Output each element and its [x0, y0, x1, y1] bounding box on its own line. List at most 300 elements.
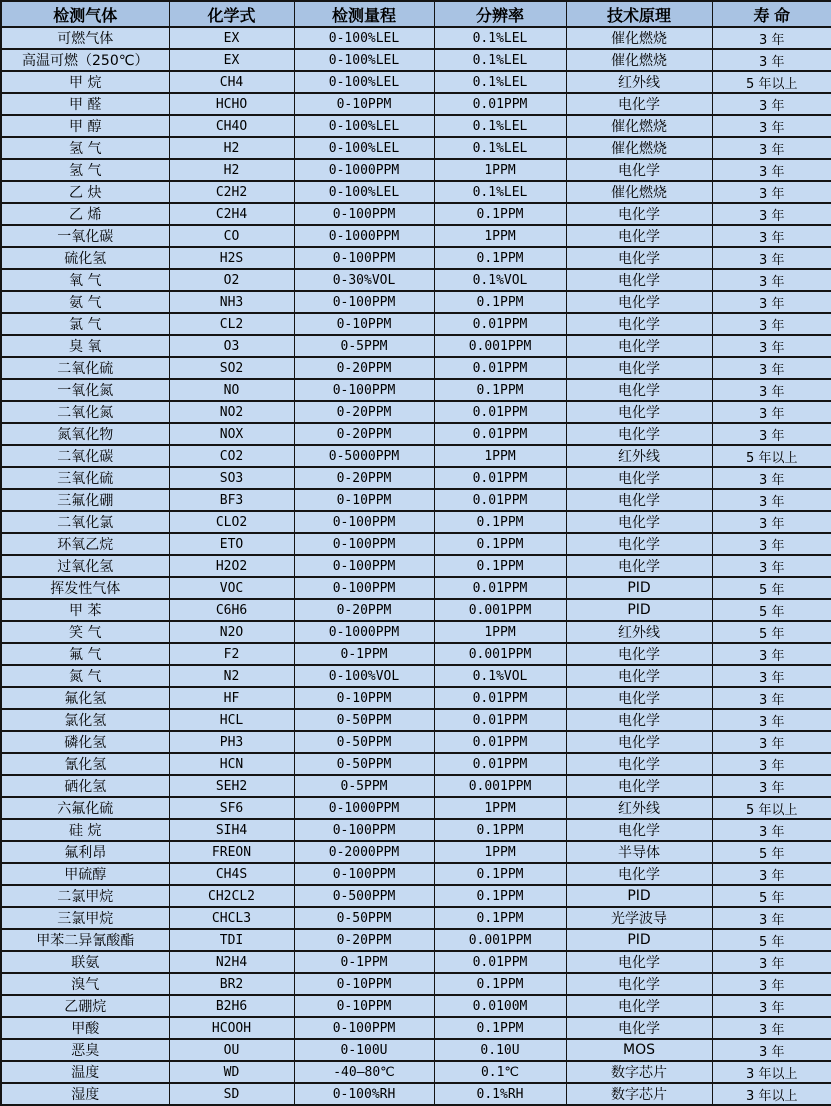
cell-range: 0-20PPM	[294, 423, 434, 445]
header-gas: 检测气体	[1, 1, 169, 27]
table-row	[1, 203, 831, 225]
cell-formula: N2	[169, 665, 294, 687]
cell-range: 0-100PPM	[294, 247, 434, 269]
cell-resolution: 0.001PPM	[434, 335, 566, 357]
cell-resolution: 0.001PPM	[434, 599, 566, 621]
cell-gas: 臭 氧	[1, 335, 169, 357]
cell-range: 0-2000PPM	[294, 841, 434, 863]
cell-principle: 电化学	[566, 225, 712, 247]
table-row	[1, 1017, 831, 1039]
cell-resolution: 0.1PPM	[434, 819, 566, 841]
cell-gas: 氰化氢	[1, 753, 169, 775]
cell-gas: 笑 气	[1, 621, 169, 643]
table-row	[1, 467, 831, 489]
cell-principle: MOS	[566, 1039, 712, 1061]
cell-gas: 二氧化碳	[1, 445, 169, 467]
cell-resolution: 0.1%VOL	[434, 269, 566, 291]
cell-principle: 数字芯片	[566, 1061, 712, 1083]
cell-range: 0-50PPM	[294, 753, 434, 775]
cell-principle: 电化学	[566, 555, 712, 577]
table-row	[1, 643, 831, 665]
cell-gas: 过氧化氢	[1, 555, 169, 577]
cell-resolution: 0.1%LEL	[434, 181, 566, 203]
cell-gas: 六氟化硫	[1, 797, 169, 819]
cell-gas: 三氧化硫	[1, 467, 169, 489]
table-row	[1, 27, 831, 49]
table-row	[1, 313, 831, 335]
table-row	[1, 819, 831, 841]
table-row	[1, 49, 831, 71]
cell-lifespan: 3 年	[712, 973, 831, 995]
cell-gas: 氟 气	[1, 643, 169, 665]
cell-principle: 电化学	[566, 423, 712, 445]
table-row	[1, 93, 831, 115]
cell-principle: 电化学	[566, 335, 712, 357]
cell-lifespan: 3 年	[712, 291, 831, 313]
cell-lifespan: 3 年	[712, 27, 831, 49]
cell-range: 0-10PPM	[294, 489, 434, 511]
cell-resolution: 1PPM	[434, 797, 566, 819]
cell-principle: 光学波导	[566, 907, 712, 929]
cell-gas: 乙 烯	[1, 203, 169, 225]
cell-gas: 二氯甲烷	[1, 885, 169, 907]
cell-resolution: 0.1℃	[434, 1061, 566, 1083]
cell-lifespan: 3 年	[712, 93, 831, 115]
cell-gas: 一氧化氮	[1, 379, 169, 401]
cell-formula: BF3	[169, 489, 294, 511]
cell-formula: NO2	[169, 401, 294, 423]
cell-formula: H2S	[169, 247, 294, 269]
cell-lifespan: 3 年以上	[712, 1083, 831, 1105]
cell-resolution: 1PPM	[434, 225, 566, 247]
cell-range: 0-100PPM	[294, 555, 434, 577]
cell-lifespan: 3 年	[712, 423, 831, 445]
cell-resolution: 0.01PPM	[434, 753, 566, 775]
cell-resolution: 0.01PPM	[434, 951, 566, 973]
cell-formula: B2H6	[169, 995, 294, 1017]
cell-lifespan: 3 年	[712, 643, 831, 665]
cell-principle: 催化燃烧	[566, 27, 712, 49]
table-row	[1, 181, 831, 203]
cell-principle: 电化学	[566, 247, 712, 269]
cell-gas: 甲 烷	[1, 71, 169, 93]
cell-resolution: 0.1%VOL	[434, 665, 566, 687]
cell-principle: 催化燃烧	[566, 49, 712, 71]
cell-gas: 三氯甲烷	[1, 907, 169, 929]
cell-gas: 溴气	[1, 973, 169, 995]
cell-gas: 甲酸	[1, 1017, 169, 1039]
cell-principle: 电化学	[566, 159, 712, 181]
table-row	[1, 489, 831, 511]
cell-formula: H2	[169, 137, 294, 159]
cell-resolution: 0.1%LEL	[434, 137, 566, 159]
cell-principle: 电化学	[566, 269, 712, 291]
cell-range: 0-100%LEL	[294, 181, 434, 203]
cell-formula: N2O	[169, 621, 294, 643]
cell-gas: 湿度	[1, 1083, 169, 1105]
table-row	[1, 687, 831, 709]
cell-principle: PID	[566, 885, 712, 907]
cell-resolution: 0.1PPM	[434, 291, 566, 313]
cell-formula: CLO2	[169, 511, 294, 533]
cell-principle: 电化学	[566, 709, 712, 731]
table-row	[1, 1039, 831, 1061]
cell-gas: 氟利昂	[1, 841, 169, 863]
cell-lifespan: 3 年以上	[712, 1061, 831, 1083]
cell-formula: HCOOH	[169, 1017, 294, 1039]
table-row	[1, 335, 831, 357]
cell-range: 0-10PPM	[294, 313, 434, 335]
cell-lifespan: 3 年	[712, 907, 831, 929]
cell-resolution: 0.01PPM	[434, 357, 566, 379]
table-row	[1, 929, 831, 951]
cell-formula: HF	[169, 687, 294, 709]
cell-resolution: 0.10U	[434, 1039, 566, 1061]
table-row	[1, 137, 831, 159]
cell-formula: OU	[169, 1039, 294, 1061]
cell-resolution: 0.001PPM	[434, 643, 566, 665]
cell-gas: 氢 气	[1, 137, 169, 159]
cell-principle: 红外线	[566, 445, 712, 467]
cell-formula: O2	[169, 269, 294, 291]
cell-gas: 甲苯二异氰酸酯	[1, 929, 169, 951]
cell-range: 0-10PPM	[294, 93, 434, 115]
cell-range: 0-100PPM	[294, 533, 434, 555]
cell-resolution: 0.1%LEL	[434, 115, 566, 137]
cell-resolution: 0.1PPM	[434, 1017, 566, 1039]
table-row	[1, 665, 831, 687]
cell-formula: SO3	[169, 467, 294, 489]
cell-principle: 电化学	[566, 313, 712, 335]
table-body	[1, 27, 831, 1105]
cell-principle: 电化学	[566, 511, 712, 533]
cell-gas: 二氧化氮	[1, 401, 169, 423]
cell-lifespan: 3 年	[712, 159, 831, 181]
table-row	[1, 753, 831, 775]
cell-formula: CH2CL2	[169, 885, 294, 907]
cell-formula: O3	[169, 335, 294, 357]
table-row	[1, 71, 831, 93]
cell-resolution: 0.1PPM	[434, 533, 566, 555]
cell-lifespan: 5 年以上	[712, 445, 831, 467]
table-row	[1, 863, 831, 885]
cell-range: 0-100%LEL	[294, 27, 434, 49]
cell-lifespan: 3 年	[712, 401, 831, 423]
cell-gas: 高温可燃（250℃）	[1, 49, 169, 71]
cell-resolution: 0.01PPM	[434, 577, 566, 599]
cell-principle: 半导体	[566, 841, 712, 863]
table-row	[1, 1083, 831, 1105]
cell-resolution: 0.1%LEL	[434, 27, 566, 49]
cell-range: 0-1000PPM	[294, 621, 434, 643]
header-resolution: 分辨率	[434, 1, 566, 27]
cell-gas: 环氧乙烷	[1, 533, 169, 555]
cell-resolution: 0.01PPM	[434, 423, 566, 445]
header-formula: 化学式	[169, 1, 294, 27]
cell-resolution: 1PPM	[434, 621, 566, 643]
cell-formula: PH3	[169, 731, 294, 753]
cell-formula: CH4S	[169, 863, 294, 885]
cell-principle: 电化学	[566, 379, 712, 401]
cell-range: 0-100%RH	[294, 1083, 434, 1105]
cell-formula: HCHO	[169, 93, 294, 115]
cell-principle: 电化学	[566, 1017, 712, 1039]
table-row	[1, 599, 831, 621]
cell-range: 0-20PPM	[294, 357, 434, 379]
cell-lifespan: 5 年	[712, 621, 831, 643]
cell-lifespan: 3 年	[712, 467, 831, 489]
cell-lifespan: 3 年	[712, 489, 831, 511]
cell-resolution: 0.0100M	[434, 995, 566, 1017]
cell-principle: 催化燃烧	[566, 137, 712, 159]
cell-gas: 恶臭	[1, 1039, 169, 1061]
cell-formula: SO2	[169, 357, 294, 379]
cell-range: 0-20PPM	[294, 467, 434, 489]
cell-lifespan: 3 年	[712, 533, 831, 555]
cell-formula: TDI	[169, 929, 294, 951]
cell-gas: 氧 气	[1, 269, 169, 291]
cell-principle: 电化学	[566, 665, 712, 687]
cell-gas: 乙 炔	[1, 181, 169, 203]
cell-range: 0-5PPM	[294, 775, 434, 797]
cell-resolution: 0.1%LEL	[434, 49, 566, 71]
cell-gas: 可燃气体	[1, 27, 169, 49]
cell-gas: 氟化氢	[1, 687, 169, 709]
cell-gas: 硅 烷	[1, 819, 169, 841]
table-row	[1, 973, 831, 995]
cell-resolution: 0.1PPM	[434, 203, 566, 225]
cell-lifespan: 5 年	[712, 841, 831, 863]
cell-resolution: 0.001PPM	[434, 929, 566, 951]
cell-lifespan: 3 年	[712, 1017, 831, 1039]
cell-principle: 电化学	[566, 93, 712, 115]
cell-range: 0-10PPM	[294, 995, 434, 1017]
cell-resolution: 0.1PPM	[434, 885, 566, 907]
table-row	[1, 225, 831, 247]
cell-principle: 催化燃烧	[566, 181, 712, 203]
table-row	[1, 533, 831, 555]
header-row	[1, 1, 831, 27]
cell-principle: 电化学	[566, 643, 712, 665]
cell-formula: SD	[169, 1083, 294, 1105]
cell-formula: H2O2	[169, 555, 294, 577]
table-row	[1, 401, 831, 423]
cell-formula: N2H4	[169, 951, 294, 973]
cell-resolution: 0.1%RH	[434, 1083, 566, 1105]
cell-range: -40—80℃	[294, 1061, 434, 1083]
cell-resolution: 0.01PPM	[434, 489, 566, 511]
cell-lifespan: 5 年以上	[712, 71, 831, 93]
cell-lifespan: 5 年	[712, 929, 831, 951]
cell-lifespan: 3 年	[712, 203, 831, 225]
cell-range: 0-100PPM	[294, 863, 434, 885]
cell-lifespan: 3 年	[712, 247, 831, 269]
cell-lifespan: 5 年	[712, 599, 831, 621]
cell-formula: CL2	[169, 313, 294, 335]
header-principle: 技术原理	[566, 1, 712, 27]
cell-lifespan: 5 年以上	[712, 797, 831, 819]
cell-formula: HCL	[169, 709, 294, 731]
cell-range: 0-20PPM	[294, 929, 434, 951]
cell-gas: 氢 气	[1, 159, 169, 181]
cell-resolution: 0.1%LEL	[434, 71, 566, 93]
cell-lifespan: 3 年	[712, 1039, 831, 1061]
cell-resolution: 0.01PPM	[434, 93, 566, 115]
cell-range: 0-100PPM	[294, 819, 434, 841]
cell-range: 0-100%VOL	[294, 665, 434, 687]
cell-gas: 氮氧化物	[1, 423, 169, 445]
cell-resolution: 0.1PPM	[434, 863, 566, 885]
cell-range: 0-50PPM	[294, 709, 434, 731]
cell-formula: C6H6	[169, 599, 294, 621]
cell-principle: 电化学	[566, 687, 712, 709]
cell-formula: C2H4	[169, 203, 294, 225]
cell-lifespan: 3 年	[712, 555, 831, 577]
table-row	[1, 291, 831, 313]
table-row	[1, 445, 831, 467]
cell-resolution: 0.1PPM	[434, 379, 566, 401]
cell-formula: EX	[169, 49, 294, 71]
cell-formula: FREON	[169, 841, 294, 863]
cell-principle: 红外线	[566, 71, 712, 93]
cell-range: 0-1000PPM	[294, 159, 434, 181]
cell-lifespan: 3 年	[712, 115, 831, 137]
cell-range: 0-1PPM	[294, 643, 434, 665]
table-row	[1, 709, 831, 731]
table-row	[1, 577, 831, 599]
cell-resolution: 0.01PPM	[434, 731, 566, 753]
cell-formula: HCN	[169, 753, 294, 775]
cell-range: 0-10PPM	[294, 687, 434, 709]
cell-principle: 电化学	[566, 753, 712, 775]
cell-range: 0-100PPM	[294, 379, 434, 401]
cell-gas: 乙硼烷	[1, 995, 169, 1017]
cell-gas: 甲 醛	[1, 93, 169, 115]
cell-range: 0-100PPM	[294, 203, 434, 225]
table-row	[1, 379, 831, 401]
cell-principle: 电化学	[566, 467, 712, 489]
cell-formula: SIH4	[169, 819, 294, 841]
cell-range: 0-1000PPM	[294, 797, 434, 819]
cell-lifespan: 3 年	[712, 379, 831, 401]
cell-lifespan: 3 年	[712, 731, 831, 753]
cell-lifespan: 3 年	[712, 709, 831, 731]
cell-lifespan: 3 年	[712, 225, 831, 247]
table-row	[1, 885, 831, 907]
cell-gas: 甲 醇	[1, 115, 169, 137]
cell-principle: PID	[566, 599, 712, 621]
cell-formula: VOC	[169, 577, 294, 599]
cell-resolution: 0.01PPM	[434, 687, 566, 709]
table-row	[1, 159, 831, 181]
table-row	[1, 555, 831, 577]
cell-resolution: 0.01PPM	[434, 467, 566, 489]
cell-lifespan: 5 年	[712, 577, 831, 599]
cell-range: 0-100%LEL	[294, 115, 434, 137]
cell-range: 0-100%LEL	[294, 49, 434, 71]
cell-gas: 硒化氢	[1, 775, 169, 797]
cell-gas: 联氨	[1, 951, 169, 973]
cell-range: 0-100PPM	[294, 1017, 434, 1039]
cell-resolution: 0.1PPM	[434, 247, 566, 269]
table-row	[1, 731, 831, 753]
cell-formula: NOX	[169, 423, 294, 445]
cell-principle: 电化学	[566, 863, 712, 885]
cell-resolution: 1PPM	[434, 445, 566, 467]
table-row	[1, 775, 831, 797]
cell-lifespan: 3 年	[712, 775, 831, 797]
cell-range: 0-100PPM	[294, 291, 434, 313]
cell-gas: 二氧化硫	[1, 357, 169, 379]
cell-lifespan: 3 年	[712, 49, 831, 71]
cell-formula: BR2	[169, 973, 294, 995]
cell-principle: 数字芯片	[566, 1083, 712, 1105]
cell-resolution: 0.1PPM	[434, 907, 566, 929]
cell-lifespan: 3 年	[712, 951, 831, 973]
cell-principle: 电化学	[566, 973, 712, 995]
cell-range: 0-30%VOL	[294, 269, 434, 291]
cell-formula: EX	[169, 27, 294, 49]
cell-formula: CH4O	[169, 115, 294, 137]
cell-principle: 红外线	[566, 797, 712, 819]
cell-range: 0-50PPM	[294, 731, 434, 753]
cell-formula: WD	[169, 1061, 294, 1083]
cell-formula: SF6	[169, 797, 294, 819]
cell-principle: 电化学	[566, 951, 712, 973]
cell-principle: 催化燃烧	[566, 115, 712, 137]
cell-lifespan: 3 年	[712, 313, 831, 335]
cell-gas: 氮 气	[1, 665, 169, 687]
cell-resolution: 0.001PPM	[434, 775, 566, 797]
cell-range: 0-100PPM	[294, 577, 434, 599]
table-row	[1, 951, 831, 973]
cell-range: 0-500PPM	[294, 885, 434, 907]
cell-principle: 电化学	[566, 291, 712, 313]
cell-range: 0-100%LEL	[294, 71, 434, 93]
cell-lifespan: 3 年	[712, 687, 831, 709]
cell-principle: PID	[566, 929, 712, 951]
cell-gas: 挥发性气体	[1, 577, 169, 599]
cell-principle: 电化学	[566, 995, 712, 1017]
cell-gas: 二氧化氯	[1, 511, 169, 533]
cell-resolution: 0.1PPM	[434, 555, 566, 577]
cell-principle: 电化学	[566, 401, 712, 423]
cell-principle: 电化学	[566, 357, 712, 379]
cell-gas: 甲硫醇	[1, 863, 169, 885]
cell-gas: 温度	[1, 1061, 169, 1083]
header-range: 检测量程	[294, 1, 434, 27]
table-row	[1, 357, 831, 379]
table-row	[1, 797, 831, 819]
cell-resolution: 0.1PPM	[434, 511, 566, 533]
cell-range: 0-20PPM	[294, 599, 434, 621]
cell-lifespan: 3 年	[712, 819, 831, 841]
cell-lifespan: 3 年	[712, 181, 831, 203]
cell-lifespan: 3 年	[712, 863, 831, 885]
cell-resolution: 0.01PPM	[434, 401, 566, 423]
cell-formula: SEH2	[169, 775, 294, 797]
cell-lifespan: 3 年	[712, 357, 831, 379]
table-row	[1, 621, 831, 643]
cell-formula: CHCL3	[169, 907, 294, 929]
cell-principle: PID	[566, 577, 712, 599]
cell-principle: 电化学	[566, 533, 712, 555]
cell-formula: ETO	[169, 533, 294, 555]
cell-formula: C2H2	[169, 181, 294, 203]
table-header	[1, 1, 831, 27]
header-lifespan: 寿 命	[712, 1, 831, 27]
cell-gas: 硫化氢	[1, 247, 169, 269]
